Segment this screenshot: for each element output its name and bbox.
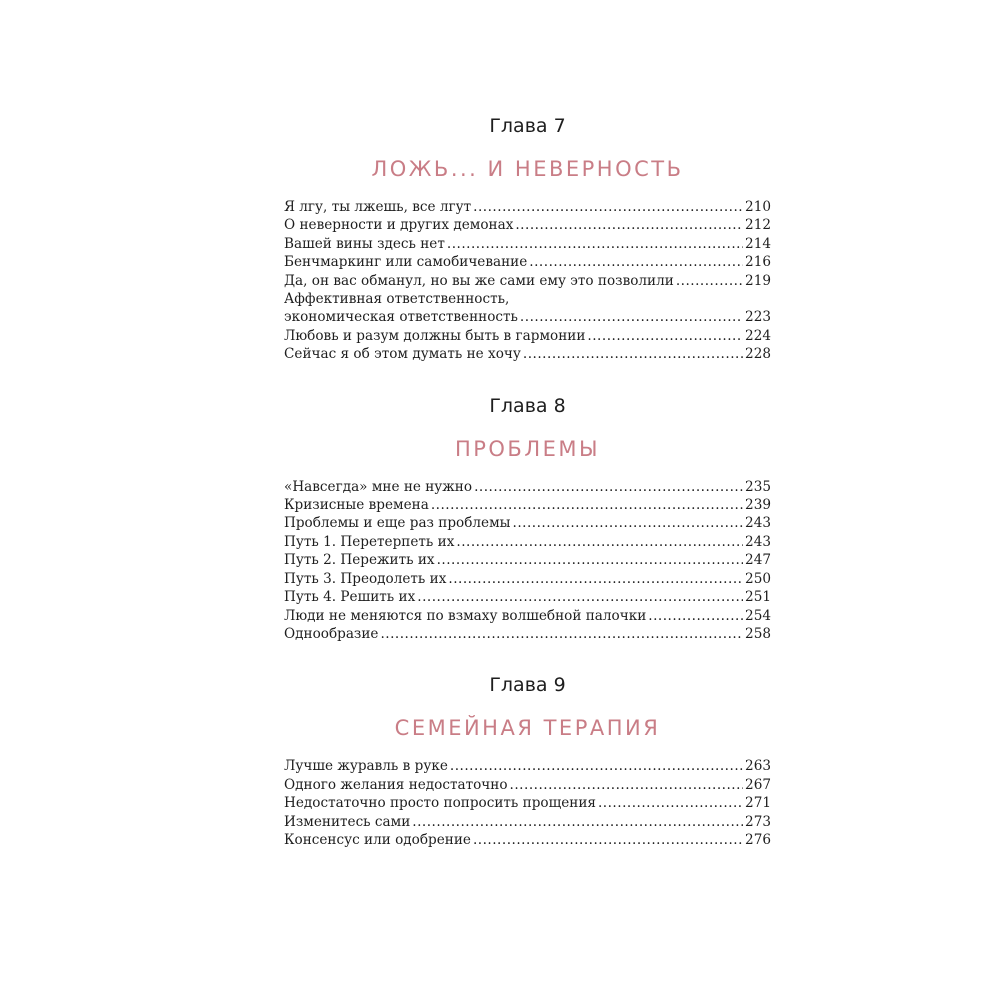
toc-entry-title: Люди не меняются по взмаху волшебной палочки xyxy=(284,607,647,624)
dot-leader xyxy=(447,235,743,253)
chapter-label: Глава 8 xyxy=(489,394,566,417)
toc-entry xyxy=(284,757,771,775)
toc-entry-title: Проблемы и еще раз проблемы xyxy=(284,515,511,532)
toc-entry-page: 271 xyxy=(745,795,771,812)
toc-entry-page: 254 xyxy=(745,607,771,624)
toc-entry-title: Кризисные времена xyxy=(284,497,429,514)
toc-entry-title: Лучше журавль в руке xyxy=(284,758,448,775)
dot-leader xyxy=(515,216,743,234)
toc-entry-title: Одного желания недостаточно xyxy=(284,776,508,793)
toc-entry-title: Да, он вас обманул, но вы же сами ему это позволили xyxy=(284,272,674,289)
chapter-9 xyxy=(284,673,771,849)
dot-leader xyxy=(529,253,743,271)
toc-entry xyxy=(284,198,771,216)
toc-entry-title: Путь 4. Решить их xyxy=(284,589,416,606)
toc-entry-page: 216 xyxy=(745,254,771,271)
dot-leader xyxy=(513,514,744,532)
toc-entry-title: Я лгу, ты лжешь, все лгут xyxy=(284,199,472,215)
toc-entry-page: 243 xyxy=(745,533,771,550)
dot-leader xyxy=(456,533,743,551)
dot-leader xyxy=(510,776,744,794)
chapter-label: Глава 7 xyxy=(489,115,566,137)
toc-entry xyxy=(284,551,771,569)
toc-entries xyxy=(284,757,771,849)
toc-entry-page: 224 xyxy=(745,327,771,344)
toc-entry xyxy=(284,253,771,271)
toc-entry xyxy=(284,478,771,496)
toc-entry xyxy=(284,533,771,551)
toc-entry-page: 214 xyxy=(745,235,771,252)
toc-entry xyxy=(284,327,771,345)
toc-entry-page: 212 xyxy=(745,217,771,234)
toc-entry-page: 247 xyxy=(745,552,771,569)
toc-entry xyxy=(284,776,771,794)
toc-entries xyxy=(284,198,771,364)
toc-entry xyxy=(284,588,771,606)
toc-entry-page: 210 xyxy=(745,199,771,215)
toc-entry-page: 273 xyxy=(745,813,771,830)
toc-entry-page: 243 xyxy=(745,515,771,532)
dot-leader xyxy=(448,570,743,588)
chapter-label: Глава 9 xyxy=(489,674,566,697)
toc-entry-page: 258 xyxy=(745,625,771,642)
chapter-8 xyxy=(284,394,771,644)
toc-entry-title: Вашей вины здесь нет xyxy=(284,235,445,252)
table-of-contents xyxy=(284,108,771,849)
toc-entry-page: 235 xyxy=(745,478,771,495)
dot-leader xyxy=(450,757,743,775)
dot-leader xyxy=(380,625,743,643)
dot-leader xyxy=(474,478,743,496)
dot-leader xyxy=(417,588,743,606)
toc-entry xyxy=(284,272,771,290)
toc-entry xyxy=(284,345,771,363)
toc-entry xyxy=(284,216,771,234)
toc-entry xyxy=(284,496,771,514)
dot-leader xyxy=(648,607,743,625)
toc-entry-title: Любовь и разум должны быть в гармонии xyxy=(284,327,586,344)
toc-entry xyxy=(284,794,771,812)
dot-leader xyxy=(431,496,743,514)
toc-entry xyxy=(284,831,771,849)
toc-entry-title: Изменитесь сами xyxy=(284,813,411,830)
dot-leader xyxy=(412,813,743,831)
toc-entry-page: 219 xyxy=(745,272,771,289)
toc-entry-title: «Навсегда» мне не нужно xyxy=(284,478,473,495)
toc-entry-page: 267 xyxy=(745,776,771,793)
toc-entry-title: Однообразие xyxy=(284,625,379,642)
toc-entry xyxy=(284,514,771,532)
toc-entry-title: Путь 2. Пережить их xyxy=(284,552,435,569)
toc-entry-page: 228 xyxy=(745,346,771,363)
toc-entry-page: 276 xyxy=(745,831,771,848)
chapter-title: СЕМЕЙНАЯ ТЕРАПИЯ xyxy=(394,716,661,741)
toc-entry-title: экономическая ответственность xyxy=(284,309,518,326)
toc-entry-page: 223 xyxy=(745,309,771,326)
toc-entry-title-line-1: Аффективная ответственность, xyxy=(284,291,510,308)
toc-entry-title: Бенчмаркинг или самобичевание xyxy=(284,254,528,271)
dot-leader xyxy=(587,327,743,345)
dot-leader xyxy=(676,272,743,290)
toc-entry-title: Недостаточно просто попросить прощения xyxy=(284,795,596,812)
toc-entry-title: Путь 1. Перетерпеть их xyxy=(284,533,455,550)
toc-entry-title: Путь 3. Преодолеть их xyxy=(284,570,447,587)
chapter-title: ПРОБЛЕМЫ xyxy=(454,436,601,461)
dot-leader xyxy=(473,198,743,216)
chapter-7 xyxy=(284,114,771,364)
toc-entry-title: О неверности и других демонах xyxy=(284,217,514,234)
dot-leader xyxy=(520,308,743,326)
toc-entry-page: 250 xyxy=(745,570,771,587)
toc-entries xyxy=(284,478,771,644)
dot-leader xyxy=(598,794,743,812)
toc-entry xyxy=(284,813,771,831)
toc-entry-title: Консенсус или одобрение xyxy=(284,831,471,848)
dot-leader xyxy=(523,345,743,363)
toc-entry-title: Сейчас я об этом думать не хочу xyxy=(284,346,521,363)
toc-entry xyxy=(284,607,771,625)
dot-leader xyxy=(437,551,743,569)
toc-entry xyxy=(284,570,771,588)
toc-entry-page: 239 xyxy=(745,497,771,514)
toc-entry xyxy=(284,235,771,253)
chapter-title: ЛОЖЬ... И НЕВЕРНОСТЬ xyxy=(371,157,684,181)
toc-entry-page: 263 xyxy=(745,758,771,775)
toc-entry xyxy=(284,625,771,643)
dot-leader xyxy=(473,831,743,849)
toc-entry xyxy=(284,290,771,327)
toc-entry-page: 251 xyxy=(745,589,771,606)
